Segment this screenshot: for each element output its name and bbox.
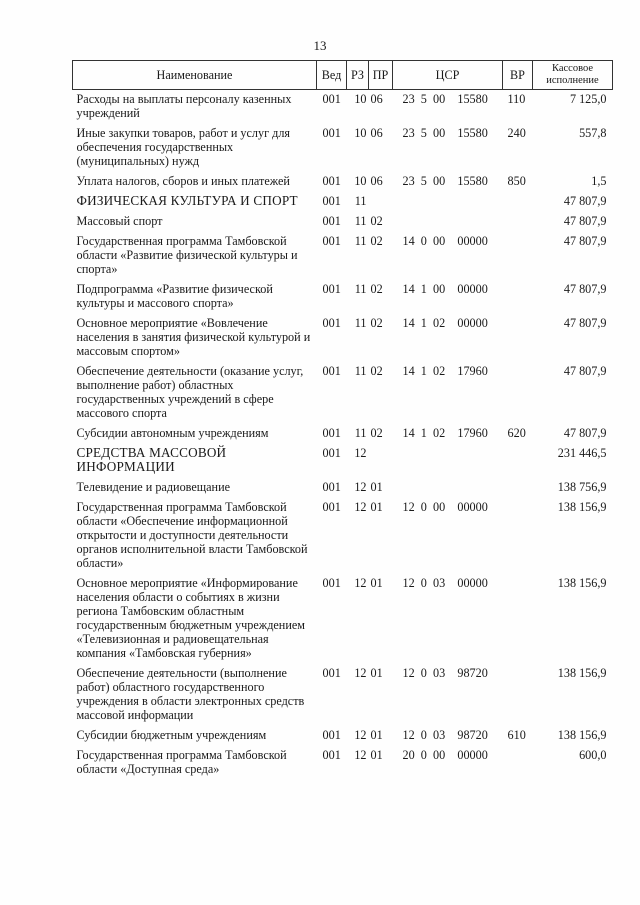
cell-rz: 12 [354, 446, 367, 460]
cell-csr: 12 0 03 98720 [402, 666, 488, 680]
cell-name: Массовый спорт [76, 214, 163, 228]
cell-name: Субсидии автономным учреждениям [76, 426, 269, 440]
cell-pr: 01 [370, 500, 383, 514]
cell-ved: 001 [322, 316, 341, 330]
cell-vr [503, 478, 533, 498]
cell-name: Подпрограмма «Развитие физической культуры и массового спорта» [76, 282, 273, 310]
cell-csr [393, 478, 503, 498]
cell-ved: 001 [322, 234, 341, 248]
table-row [73, 574, 613, 664]
table-row [73, 664, 613, 726]
cell-rz: 10 [354, 92, 367, 106]
column-header-csr: ЦСР [393, 61, 503, 90]
cell-amount: 47 807,9 [563, 282, 607, 296]
cell-amount: 47 807,9 [563, 194, 607, 208]
column-header-ved: Вед [317, 61, 347, 90]
cell-rz: 12 [354, 728, 367, 742]
cell-vr: 240 [507, 126, 526, 140]
cell-rz: 11 [354, 234, 367, 248]
cell-amount: 557,8 [579, 126, 607, 140]
cell-ved: 001 [322, 728, 341, 742]
cell-vr [503, 664, 533, 726]
table-row [73, 124, 613, 172]
cell-ved: 001 [322, 666, 341, 680]
table-row [73, 172, 613, 192]
cell-pr: 06 [370, 126, 383, 140]
cell-rz: 11 [354, 194, 367, 208]
table-row [73, 362, 613, 424]
cell-name: СРЕДСТВА МАССОВОЙ ИНФОРМАЦИИ [76, 445, 227, 474]
cell-csr: 14 1 02 17960 [402, 426, 488, 440]
budget-table [72, 60, 613, 780]
column-header-pr: ПР [369, 61, 393, 90]
table-row [73, 232, 613, 280]
cell-amount: 600,0 [579, 748, 607, 762]
cell-csr: 12 0 00 00000 [402, 500, 488, 514]
cell-amount: 47 807,9 [563, 426, 607, 440]
cell-vr: 610 [507, 728, 526, 742]
table-row [73, 498, 613, 574]
cell-rz: 12 [354, 500, 367, 514]
cell-csr: 23 5 00 15580 [402, 92, 488, 106]
cell-pr: 02 [370, 282, 383, 296]
table-row [73, 280, 613, 314]
cell-rz: 12 [354, 748, 367, 762]
cell-ved: 001 [322, 174, 341, 188]
cell-pr: 01 [370, 728, 383, 742]
table-header [73, 61, 613, 90]
table-body [73, 90, 613, 781]
cell-amount: 47 807,9 [563, 316, 607, 330]
cell-vr: 850 [507, 174, 526, 188]
cell-ved: 001 [322, 500, 341, 514]
cell-csr: 14 1 00 00000 [402, 282, 488, 296]
cell-vr [503, 232, 533, 280]
page-number: 13 [313, 38, 327, 53]
cell-pr: 01 [370, 480, 383, 494]
cell-name: Уплата налогов, сборов и иных платежей [76, 174, 290, 188]
cell-name: Основное мероприятие «Информирование населения области о событиях в жизни региона Тамбовским областным государственным бюджетным учреждением «Телевизионная и радиовещательная компания «Тамбовская губерния» [76, 576, 305, 660]
cell-vr [503, 746, 533, 780]
cell-name: Обеспечение деятельности (выполнение работ) областного государственного учреждения в области электронных средств массовой информации [76, 666, 305, 722]
cell-pr: 02 [370, 426, 383, 440]
cell-csr: 14 0 00 00000 [402, 234, 488, 248]
cell-csr: 23 5 00 15580 [402, 126, 488, 140]
cell-csr [393, 444, 503, 478]
cell-pr: 06 [370, 92, 383, 106]
cell-ved: 001 [322, 126, 341, 140]
table-row [73, 746, 613, 780]
cell-pr: 01 [370, 576, 383, 590]
cell-csr: 20 0 00 00000 [402, 748, 488, 762]
cell-pr [369, 444, 393, 478]
cell-amount: 47 807,9 [563, 364, 607, 378]
cell-name: Государственная программа Тамбовской области «Доступная среда» [76, 748, 287, 776]
cell-ved: 001 [322, 364, 341, 378]
cell-pr: 02 [370, 214, 383, 228]
cell-vr [503, 498, 533, 574]
cell-name: Иные закупки товаров, работ и услуг для обеспечения государственных (муниципальных) нужд [76, 126, 291, 168]
cell-pr: 02 [370, 364, 383, 378]
table-row [73, 314, 613, 362]
cell-vr [503, 212, 533, 232]
table-row [73, 90, 613, 125]
cell-ved: 001 [322, 426, 341, 440]
table-row [73, 444, 613, 478]
cell-vr: 620 [507, 426, 526, 440]
cell-ved: 001 [322, 480, 341, 494]
cell-name: ФИЗИЧЕСКАЯ КУЛЬТУРА И СПОРТ [76, 193, 298, 208]
cell-pr [369, 192, 393, 212]
cell-vr [503, 362, 533, 424]
cell-amount: 231 446,5 [557, 446, 607, 460]
table-row [73, 478, 613, 498]
table-row [73, 424, 613, 444]
cell-name: Основное мероприятие «Вовлечение населения в занятия физической культурой и массовым спортом» [76, 316, 311, 358]
cell-rz: 11 [354, 214, 367, 228]
cell-amount: 7 125,0 [569, 92, 607, 106]
cell-ved: 001 [322, 576, 341, 590]
table-row [73, 192, 613, 212]
cell-name: Государственная программа Тамбовской области «Обеспечение информационной открытости и доступности деятельности органов исполнительной власти Тамбовской области» [76, 500, 308, 570]
cell-rz: 12 [354, 666, 367, 680]
cell-csr: 12 0 03 00000 [402, 576, 488, 590]
column-header-amount: Кассовое исполнение [533, 61, 613, 90]
cell-amount: 138 156,9 [557, 666, 607, 680]
cell-ved: 001 [322, 92, 341, 106]
column-header-rz: РЗ [347, 61, 369, 90]
cell-csr [393, 212, 503, 232]
cell-amount: 138 756,9 [557, 480, 607, 494]
cell-pr: 01 [370, 666, 383, 680]
cell-vr [503, 314, 533, 362]
cell-csr: 14 1 02 00000 [402, 316, 488, 330]
cell-rz: 12 [354, 480, 367, 494]
cell-pr: 02 [370, 316, 383, 330]
cell-csr: 12 0 03 98720 [402, 728, 488, 742]
cell-rz: 11 [354, 364, 367, 378]
cell-name: Государственная программа Тамбовской области «Развитие физической культуры и спорта» [76, 234, 298, 276]
cell-name: Телевидение и радиовещание [76, 480, 230, 494]
cell-rz: 11 [354, 316, 367, 330]
cell-amount: 138 156,9 [557, 728, 607, 742]
cell-vr [503, 444, 533, 478]
cell-vr: 110 [507, 92, 526, 106]
cell-rz: 11 [354, 426, 367, 440]
cell-csr: 14 1 02 17960 [402, 364, 488, 378]
cell-ved: 001 [322, 446, 341, 460]
cell-amount: 138 156,9 [557, 576, 607, 590]
cell-csr: 23 5 00 15580 [402, 174, 488, 188]
cell-ved: 001 [322, 214, 341, 228]
cell-rz: 11 [354, 282, 367, 296]
cell-vr [503, 574, 533, 664]
cell-name: Субсидии бюджетным учреждениям [76, 728, 267, 742]
table-row [73, 212, 613, 232]
cell-pr: 06 [370, 174, 383, 188]
column-header-name: Наименование [73, 61, 317, 90]
cell-amount: 1,5 [591, 174, 607, 188]
cell-rz: 10 [354, 126, 367, 140]
cell-rz: 10 [354, 174, 367, 188]
cell-vr [503, 192, 533, 212]
cell-amount: 47 807,9 [563, 234, 607, 248]
cell-csr [393, 192, 503, 212]
column-header-vr: ВР [503, 61, 533, 90]
cell-name: Обеспечение деятельности (оказание услуг, выполнение работ) областных государственных учреждений в сфере массового спорта [76, 364, 304, 420]
cell-rz: 12 [354, 576, 367, 590]
cell-pr: 01 [370, 748, 383, 762]
cell-name: Расходы на выплаты персоналу казенных учреждений [76, 92, 292, 120]
cell-ved: 001 [322, 748, 341, 762]
table-row [73, 726, 613, 746]
cell-pr: 02 [370, 234, 383, 248]
cell-ved: 001 [322, 194, 341, 208]
cell-amount: 47 807,9 [563, 214, 607, 228]
cell-ved: 001 [322, 282, 341, 296]
cell-vr [503, 280, 533, 314]
cell-amount: 138 156,9 [557, 500, 607, 514]
